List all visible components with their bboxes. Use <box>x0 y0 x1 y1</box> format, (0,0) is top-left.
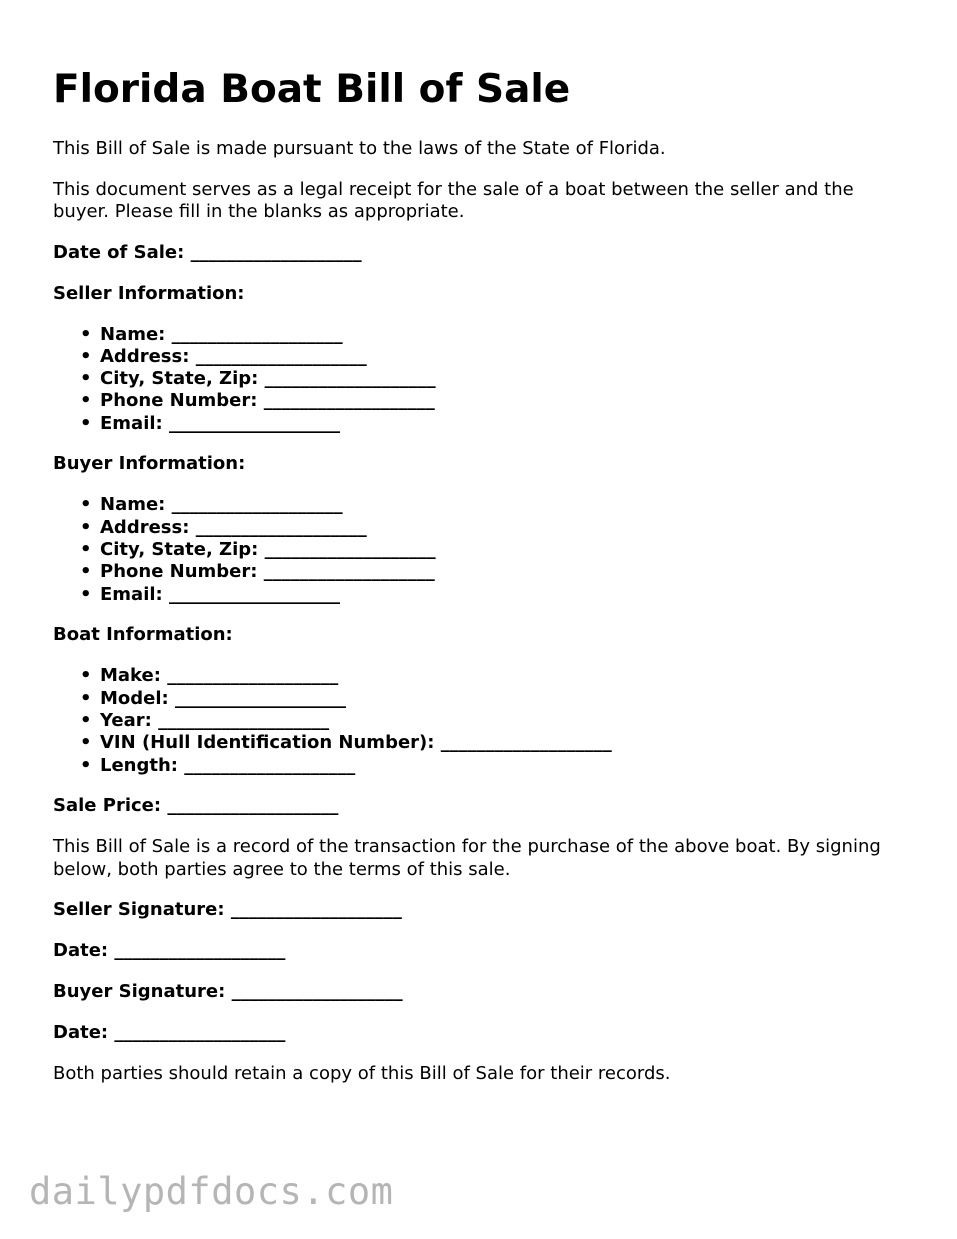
buyer-date-field <box>53 1022 913 1045</box>
buyer-date-label: Date: <box>53 1022 109 1044</box>
buyer-city-state-zip-blank[interactable]: ___________________ <box>264 539 436 561</box>
buyer-phone-item: • Phone Number: ___________________ <box>80 561 435 583</box>
bullet-icon: • <box>80 710 92 732</box>
buyer-info-list <box>53 494 913 605</box>
buyer-info-heading: Buyer Information: <box>53 453 246 475</box>
buyer-email-blank[interactable]: ___________________ <box>169 583 341 605</box>
boat-year-blank[interactable]: ___________________ <box>158 710 330 732</box>
buyer-name-blank[interactable]: ___________________ <box>171 494 343 516</box>
document-title: Florida Boat Bill of Sale <box>53 67 571 112</box>
boat-vin-item: • VIN (Hull Identification Number): ___________________ <box>80 732 612 754</box>
seller-phone-blank[interactable]: ___________________ <box>263 390 435 412</box>
seller-city-state-zip-blank[interactable]: ___________________ <box>264 368 436 390</box>
buyer-email-item: • Email: ___________________ <box>80 583 341 605</box>
watermark: dailypdfdocs.com <box>29 1170 394 1213</box>
bullet-icon: • <box>80 754 92 776</box>
seller-name-blank[interactable]: ___________________ <box>171 323 343 345</box>
buyer-phone-blank[interactable]: ___________________ <box>263 561 435 583</box>
bullet-icon: • <box>80 687 92 709</box>
seller-name-item: • Name: ___________________ <box>80 323 343 345</box>
seller-email-item: • Email: ___________________ <box>80 412 341 434</box>
seller-date-label: Date: <box>53 940 109 962</box>
seller-city-state-zip-item: • City, State, Zip: ___________________ <box>80 368 436 390</box>
seller-signature-blank[interactable]: ___________________ <box>230 899 402 921</box>
bullet-icon: • <box>80 732 92 754</box>
bullet-icon: • <box>80 494 92 516</box>
bullet-icon: • <box>80 368 92 390</box>
boat-year-item: • Year: ___________________ <box>80 710 330 732</box>
bullet-icon: • <box>80 323 92 345</box>
intro-paragraph-2: This document serves as a legal receipt for the sale of a boat between the seller and the buyer. Please fill in the blanks as appropriate. <box>53 178 854 222</box>
seller-signature-label: Seller Signature: <box>53 899 225 921</box>
boat-vin-blank[interactable]: ___________________ <box>440 732 612 754</box>
seller-address-item: • Address: ___________________ <box>80 345 367 367</box>
seller-email-blank[interactable]: ___________________ <box>169 412 341 434</box>
bullet-icon: • <box>80 561 92 583</box>
date-of-sale-label: Date of Sale: <box>53 241 185 263</box>
bullet-icon: • <box>80 583 92 605</box>
boat-model-item: • Model: ___________________ <box>80 687 347 709</box>
closing-paragraph: This Bill of Sale is a record of the transaction for the purchase of the above boat. By signing below, both parties agree to the terms of this sale. <box>53 836 881 880</box>
seller-info-list <box>53 324 913 435</box>
intro-paragraph-1: This Bill of Sale is made pursuant to the laws of the State of Florida. <box>53 138 666 159</box>
bullet-icon: • <box>80 345 92 367</box>
buyer-date-blank[interactable]: ___________________ <box>114 1022 286 1044</box>
buyer-address-blank[interactable]: ___________________ <box>195 516 367 538</box>
boat-model-blank[interactable]: ___________________ <box>175 687 347 709</box>
boat-length-item: • Length: ___________________ <box>80 754 356 776</box>
seller-address-blank[interactable]: ___________________ <box>195 345 367 367</box>
seller-date-blank[interactable]: ___________________ <box>114 940 286 962</box>
buyer-signature-label: Buyer Signature: <box>53 981 226 1003</box>
boat-make-blank[interactable]: ___________________ <box>167 665 339 687</box>
seller-date-field <box>53 940 913 963</box>
boat-info-list <box>53 665 913 776</box>
buyer-city-state-zip-item: • City, State, Zip: ___________________ <box>80 539 436 561</box>
bullet-icon: • <box>80 412 92 434</box>
bullet-icon: • <box>80 516 92 538</box>
seller-signature-field <box>53 899 913 922</box>
retain-copy-paragraph: Both parties should retain a copy of this Bill of Sale for their records. <box>53 1063 671 1085</box>
bullet-icon: • <box>80 539 92 561</box>
seller-info-heading: Seller Information: <box>53 282 245 304</box>
bullet-icon: • <box>80 390 92 412</box>
bullet-icon: • <box>80 665 92 687</box>
date-of-sale-blank[interactable]: ___________________ <box>190 241 362 263</box>
seller-phone-item: • Phone Number: ___________________ <box>80 390 435 412</box>
boat-make-item: • Make: ___________________ <box>80 665 339 687</box>
buyer-signature-field <box>53 981 913 1004</box>
buyer-signature-blank[interactable]: ___________________ <box>231 981 403 1003</box>
boat-info-heading: Boat Information: <box>53 624 233 646</box>
date-of-sale-field <box>53 242 913 265</box>
boat-length-blank[interactable]: ___________________ <box>184 754 356 776</box>
sale-price-blank[interactable]: ___________________ <box>167 795 339 817</box>
sale-price-label: Sale Price: <box>53 795 162 817</box>
document-page <box>53 64 913 1104</box>
buyer-name-item: • Name: ___________________ <box>80 494 343 516</box>
buyer-address-item: • Address: ___________________ <box>80 516 367 538</box>
sale-price-field <box>53 795 913 818</box>
